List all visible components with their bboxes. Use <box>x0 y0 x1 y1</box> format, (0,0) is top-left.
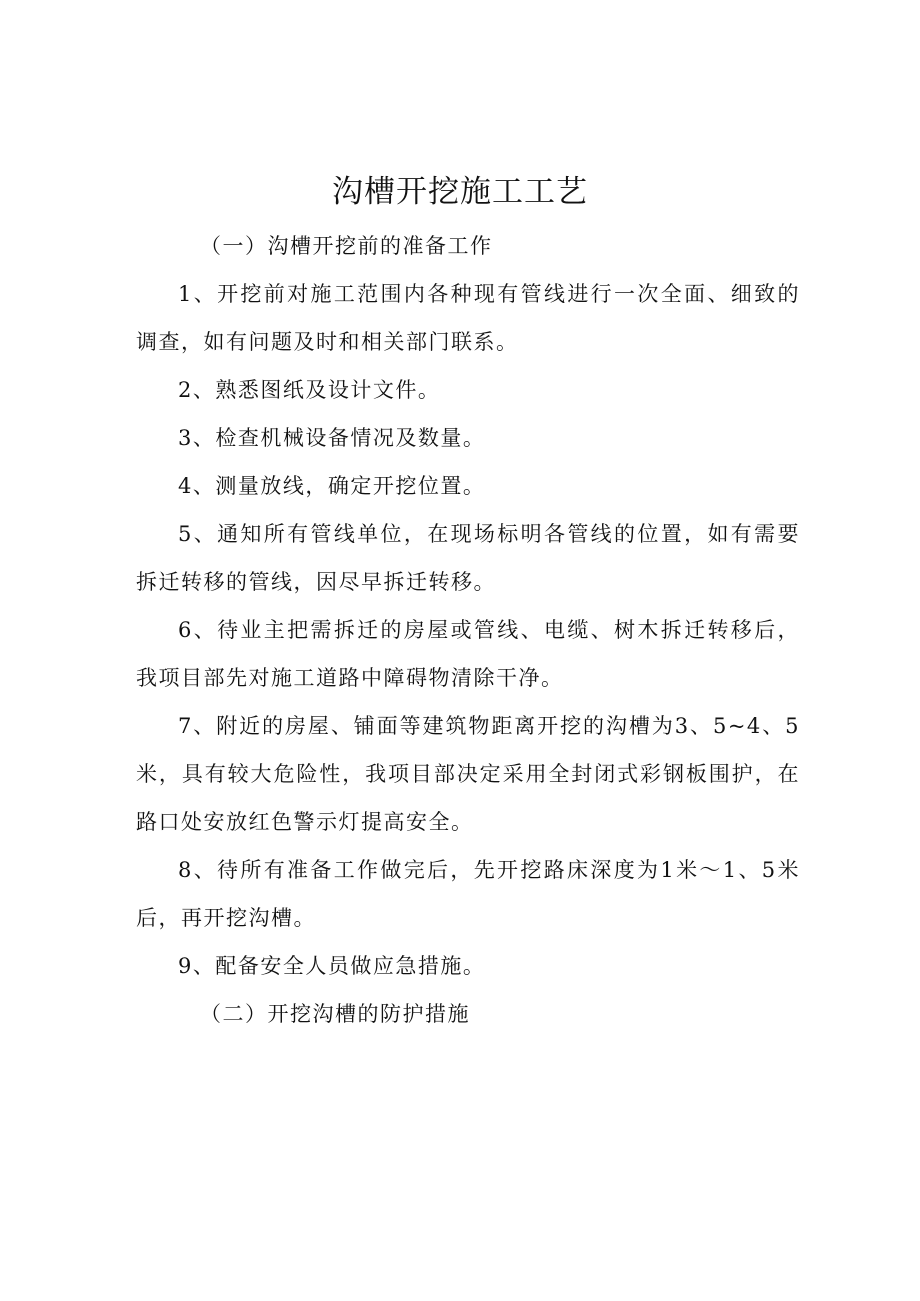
paragraph-item-3: 3、检查机械设备情况及数量。 <box>178 426 486 450</box>
paragraph-item-4: 4、测量放线，确定开挖位置。 <box>178 474 486 498</box>
document-title: 沟槽开挖施工工艺 <box>332 174 588 210</box>
section-heading-2: （二）开挖沟槽的防护措施 <box>200 1002 470 1026</box>
paragraph-item-7: 7、附近的房屋、铺面等建筑物距离开挖的沟槽为3、5~4、5米，具有较大危险性，我项目部决定采用全封闭式彩钢板围护，在路口处安放红色警示灯提高安全。 <box>136 714 800 834</box>
paragraph-item-6: 6、待业主把需拆迁的房屋或管线、电缆、树木拆迁转移后，我项目部先对施工道路中障碍物清除干净。 <box>136 618 800 690</box>
section-heading-1: （一）沟槽开挖前的准备工作 <box>200 234 493 258</box>
paragraph-item-8: 8、待所有准备工作做完后，先开挖路床深度为1米～1、5米后，再开挖沟槽。 <box>136 858 800 930</box>
paragraph-item-5: 5、通知所有管线单位，在现场标明各管线的位置，如有需要拆迁转移的管线，因尽早拆迁转移。 <box>136 522 800 594</box>
paragraph-item-9: 9、配备安全人员做应急措施。 <box>178 954 486 978</box>
paragraph-item-2: 2、熟悉图纸及设计文件。 <box>178 378 441 402</box>
paragraph-item-1: 1、开挖前对施工范围内各种现有管线进行一次全面、细致的调查，如有问题及时和相关部门联系。 <box>136 282 800 354</box>
